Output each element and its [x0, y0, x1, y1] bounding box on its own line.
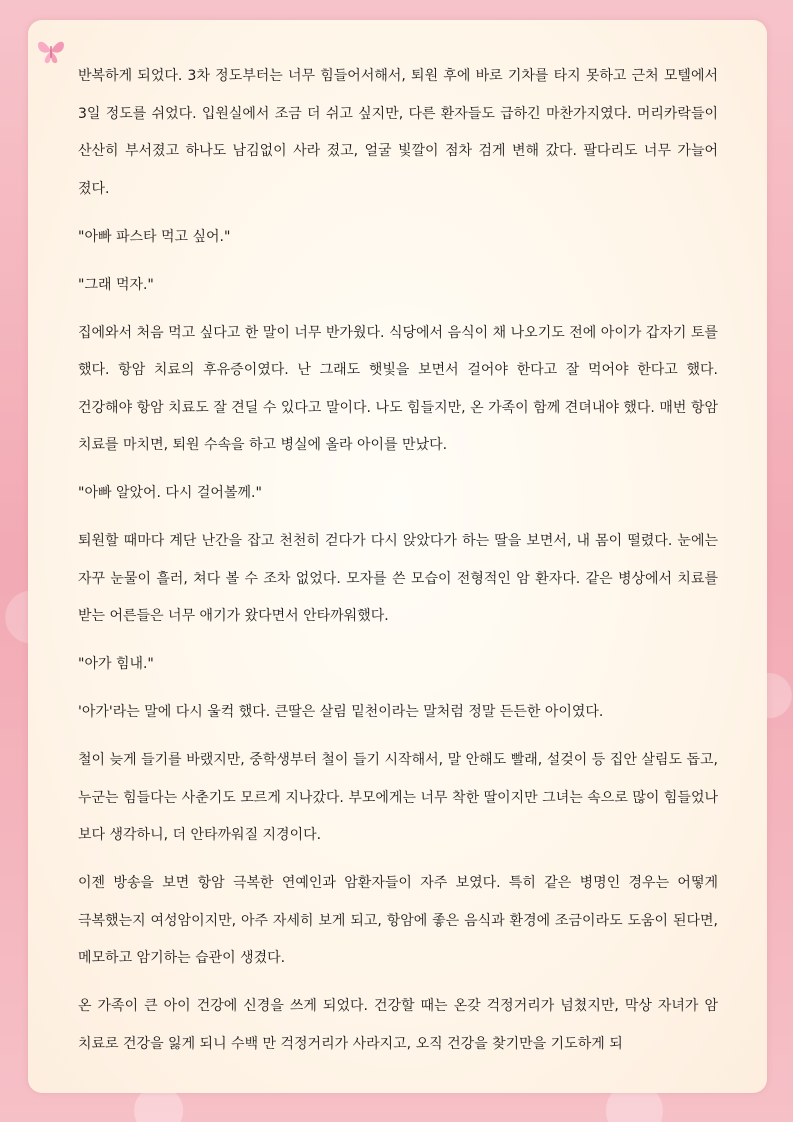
paragraph: "아가 힘내." — [78, 656, 154, 672]
paragraph: 철이 늦게 들기를 바랬지만, 중학생부터 철이 들기 시작해서, 말 안해도 빨래, 설겆이 등 집안 살림도 돕고, 누군는 힘들다는 사춘기도 모르게 지나갔다. 부모에게는 너무 착한 딸이지만 그녀는 속으로 많이 힘들었나 보다 생각하니, 더 안타까워질 지경이다. — [78, 752, 718, 843]
paragraph: 퇴원할 때마다 계단 난간을 잡고 천천히 걷다가 다시 앉았다가 하는 딸을 보면서, 내 몸이 떨렸다. 눈에는 자꾸 눈물이 흘러, 쳐다 볼 수 조차 없었다. 모자를 쓴 모습이 전형적인 암 환자다. 같은 병상에서 치료를 받는 어른들은 너무 애기가 왔다면서 안타까워했다. — [78, 533, 718, 624]
paragraph: 반복하게 되었다. 3차 정도부터는 너무 힘들어서해서, 퇴원 후에 바로 기차를 타지 못하고 근처 모텔에서 3일 정도를 쉬었다. 입원실에서 조금 더 쉬고 싶지만, 다른 환자들도 급하긴 마찬가지였다. 머리카락들이 산산히 부서졌고 하나도 남김없이 사라 졌고, 얼굴 빛깔이 점차 검게 변해 갔다. 팔다리도 너무 가늘어 졌다. — [78, 68, 718, 197]
paragraph: 집에와서 처음 먹고 싶다고 한 말이 너무 반가웠다. 식당에서 음식이 채 나오기도 전에 아이가 갑자기 토를 했다. 항암 치료의 후유증이였다. 난 그래도 햇빛을 보면서 걸어야 한다고 잘 먹어야 한다고 했다. 건강해야 항암 치료도 잘 견딜 수 있다고 말이다. 나도 힘들지만, 온 가족이 함께 견뎌내야 했다. 매번 항암 치료를 마치면, 퇴원 수속을 하고 병실에 올라 아이를 만났다. — [78, 324, 718, 453]
paragraph: "아빠 알았어. 다시 걸어볼께." — [78, 485, 262, 501]
paragraph: 이젠 방송을 보면 항암 극복한 연예인과 암환자들이 자주 보였다. 특히 같은 병명인 경우는 어떻게 극복했는지 여성암이지만, 아주 자세히 보게 되고, 항암에 좋은 음식과 환경에 조금이라도 도움이 된다면, 메모하고 암기하는 습관이 생겼다. — [78, 875, 718, 966]
paragraph: '아가'라는 말에 다시 울컥 했다. 큰딸은 살림 밑천이라는 말처럼 정말 든든한 아이였다. — [78, 704, 604, 720]
paragraph: 온 가족이 큰 아이 건강에 신경을 쓰게 되었다. 건강할 때는 온갖 걱정거리가 넘쳤지만, 막상 자녀가 암 치료로 건강을 잃게 되니 수백 만 걱정거리가 사라지고, 오직 건강을 찾기만을 기도하게 되 — [78, 998, 718, 1052]
butterfly-icon — [34, 34, 68, 68]
paragraph: "아빠 파스타 먹고 싶어." — [78, 228, 231, 245]
page-paper — [28, 20, 767, 1093]
document-body — [78, 58, 718, 1074]
paragraph: "그래 먹자." — [78, 276, 154, 293]
